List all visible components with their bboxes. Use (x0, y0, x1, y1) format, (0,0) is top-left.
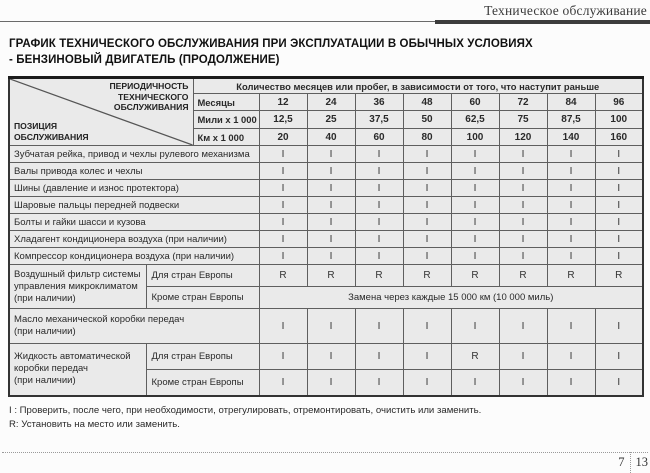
service-mark: R (403, 265, 451, 287)
service-mark: I (355, 309, 403, 344)
interval-miles-value: 12,5 (259, 111, 307, 129)
service-mark: I (403, 163, 451, 180)
service-mark: I (403, 197, 451, 214)
interval-km-value: 100 (451, 129, 499, 146)
service-mark: I (595, 309, 643, 344)
region-label: Для стран Европы (146, 265, 259, 287)
position-header-label: ПОЗИЦИЯ ОБСЛУЖИВАНИЯ (14, 121, 89, 142)
interval-miles-value: 62,5 (451, 111, 499, 129)
service-item-name: Жидкость автоматической коробки передач (при наличии) (9, 344, 146, 396)
interval-km-value: 160 (595, 129, 643, 146)
interval-months-value: 24 (307, 94, 355, 111)
service-mark: R (451, 344, 499, 370)
service-mark: I (355, 344, 403, 370)
interval-months-value: 60 (451, 94, 499, 111)
service-mark: I (595, 197, 643, 214)
service-mark: I (259, 370, 307, 396)
service-mark: I (403, 180, 451, 197)
service-mark: I (547, 370, 595, 396)
page-number-total: 13 (635, 455, 648, 469)
service-mark: I (547, 214, 595, 231)
service-mark: R (307, 265, 355, 287)
service-mark: I (595, 214, 643, 231)
doc-title (9, 36, 645, 68)
service-mark: I (451, 197, 499, 214)
service-mark: I (499, 231, 547, 248)
region-label: Для стран Европы (146, 344, 259, 370)
region-label: Кроме стран Европы (146, 370, 259, 396)
service-mark: I (451, 180, 499, 197)
service-mark: I (547, 248, 595, 265)
service-mark: I (499, 163, 547, 180)
service-mark: I (259, 163, 307, 180)
service-mark: I (451, 146, 499, 163)
service-mark: I (307, 370, 355, 396)
page-number-current: 7 (618, 455, 625, 469)
service-mark: I (451, 248, 499, 265)
legend (9, 404, 645, 432)
service-mark: I (259, 309, 307, 344)
interval-km-value: 140 (547, 129, 595, 146)
service-mark: I (403, 231, 451, 248)
footer-dotted-rule (2, 452, 648, 453)
service-mark: I (355, 214, 403, 231)
service-mark: I (307, 146, 355, 163)
interval-miles-value: 25 (307, 111, 355, 129)
legend-replace-line: R: Установить на место или заменить. (9, 419, 180, 430)
doc-title-line-1: ГРАФИК ТЕХНИЧЕСКОГО ОБСЛУЖИВАНИЯ ПРИ ЭКСПЛУАТАЦИИ В ОБЫЧНЫХ УСЛОВИЯХ (9, 38, 533, 50)
interval-miles-value: 75 (499, 111, 547, 129)
service-mark: I (595, 248, 643, 265)
service-mark: I (403, 248, 451, 265)
service-mark: I (259, 231, 307, 248)
service-mark: R (595, 265, 643, 287)
interval-miles-value: 100 (595, 111, 643, 129)
service-mark: I (595, 180, 643, 197)
service-mark: I (355, 146, 403, 163)
page-number (618, 452, 648, 473)
service-mark: I (547, 309, 595, 344)
service-mark: I (451, 214, 499, 231)
service-mark: R (451, 265, 499, 287)
service-item-name: Шаровые пальцы передней подвески (9, 197, 259, 214)
service-mark: I (499, 370, 547, 396)
region-label: Кроме стран Европы (146, 287, 259, 309)
service-mark: I (403, 146, 451, 163)
maintenance-schedule-table (8, 76, 644, 397)
service-mark: I (307, 344, 355, 370)
service-mark: I (499, 309, 547, 344)
header-rule-accent (435, 20, 650, 24)
service-mark: I (403, 309, 451, 344)
service-mark: I (595, 231, 643, 248)
interval-miles-value: 87,5 (547, 111, 595, 129)
service-mark: I (307, 231, 355, 248)
interval-months-value: 72 (499, 94, 547, 111)
service-mark: I (499, 248, 547, 265)
service-mark: I (307, 309, 355, 344)
service-mark: I (499, 146, 547, 163)
service-mark: I (547, 197, 595, 214)
service-mark: I (403, 344, 451, 370)
service-item-name: Хладагент кондиционера воздуха (при наличии) (9, 231, 259, 248)
service-mark: I (595, 344, 643, 370)
page-number-separator (630, 452, 631, 473)
interval-miles-value: 37,5 (355, 111, 403, 129)
legend-inspect-line: I : Проверить, после чего, при необходимости, отрегулировать, отремонтировать, очистить или заменить. (9, 405, 482, 416)
interval-km-value: 80 (403, 129, 451, 146)
service-mark: R (355, 265, 403, 287)
service-mark: I (307, 163, 355, 180)
service-mark: I (355, 231, 403, 248)
service-mark: I (451, 231, 499, 248)
service-mark: R (259, 265, 307, 287)
service-mark: I (307, 180, 355, 197)
service-mark: I (499, 214, 547, 231)
interval-km-value: 20 (259, 129, 307, 146)
service-mark: I (595, 370, 643, 396)
service-mark: I (259, 214, 307, 231)
service-mark: I (307, 197, 355, 214)
service-mark: I (403, 370, 451, 396)
service-mark: I (499, 197, 547, 214)
service-mark: I (259, 344, 307, 370)
interval-km-value: 40 (307, 129, 355, 146)
service-item-name: Воздушный фильтр системы управления микроклиматом (при наличии) (9, 265, 146, 309)
service-mark: I (259, 180, 307, 197)
service-mark: I (547, 163, 595, 180)
service-item-name: Валы привода колес и чехлы (9, 163, 259, 180)
service-mark: I (259, 146, 307, 163)
table-corner-cell (9, 78, 193, 146)
service-item-name: Шины (давление и износ протектора) (9, 180, 259, 197)
service-item-name: Компрессор кондиционера воздуха (при наличии) (9, 248, 259, 265)
service-mark: I (547, 231, 595, 248)
service-mark: I (451, 309, 499, 344)
interval-km-value: 60 (355, 129, 403, 146)
service-mark: I (547, 146, 595, 163)
interval-months-value: 84 (547, 94, 595, 111)
service-mark: I (595, 163, 643, 180)
interval-miles-label: Мили x 1 000 (193, 111, 259, 129)
replacement-interval-note: Замена через каждые 15 000 км (10 000 миль) (259, 287, 643, 309)
interval-km-label: Км x 1 000 (193, 129, 259, 146)
service-mark: I (499, 344, 547, 370)
interval-header-cell: Количество месяцев или пробег, в зависимости от того, что наступит раньше (193, 78, 643, 94)
interval-months-value: 36 (355, 94, 403, 111)
interval-km-value: 120 (499, 129, 547, 146)
service-mark: I (355, 370, 403, 396)
service-mark: R (547, 265, 595, 287)
periodicity-header-label: ПЕРИОДИЧНОСТЬ ТЕХНИЧЕСКОГО ОБСЛУЖИВАНИЯ (109, 81, 189, 112)
service-mark: I (355, 248, 403, 265)
service-mark: I (307, 248, 355, 265)
service-mark: I (451, 163, 499, 180)
service-mark: I (307, 214, 355, 231)
doc-title-line-2: - БЕНЗИНОВЫЙ ДВИГАТЕЛЬ (ПРОДОЛЖЕНИЕ) (9, 54, 280, 66)
service-mark: I (355, 180, 403, 197)
interval-months-value: 12 (259, 94, 307, 111)
service-mark: I (547, 344, 595, 370)
service-mark: I (259, 248, 307, 265)
service-mark: I (259, 197, 307, 214)
service-mark: R (499, 265, 547, 287)
service-item-name: Зубчатая рейка, привод и чехлы рулевого механизма (9, 146, 259, 163)
service-mark: I (451, 370, 499, 396)
interval-months-value: 96 (595, 94, 643, 111)
service-mark: I (499, 180, 547, 197)
interval-miles-value: 50 (403, 111, 451, 129)
interval-months-value: 48 (403, 94, 451, 111)
service-mark: I (595, 146, 643, 163)
service-mark: I (403, 214, 451, 231)
service-mark: I (355, 197, 403, 214)
service-mark: I (547, 180, 595, 197)
service-mark: I (355, 163, 403, 180)
interval-months-label: Месяцы (193, 94, 259, 111)
service-item-name: Болты и гайки шасси и кузова (9, 214, 259, 231)
service-item-name: Масло механической коробки передач (при наличии) (9, 309, 259, 344)
section-header-title: Техническое обслуживание (484, 3, 647, 18)
